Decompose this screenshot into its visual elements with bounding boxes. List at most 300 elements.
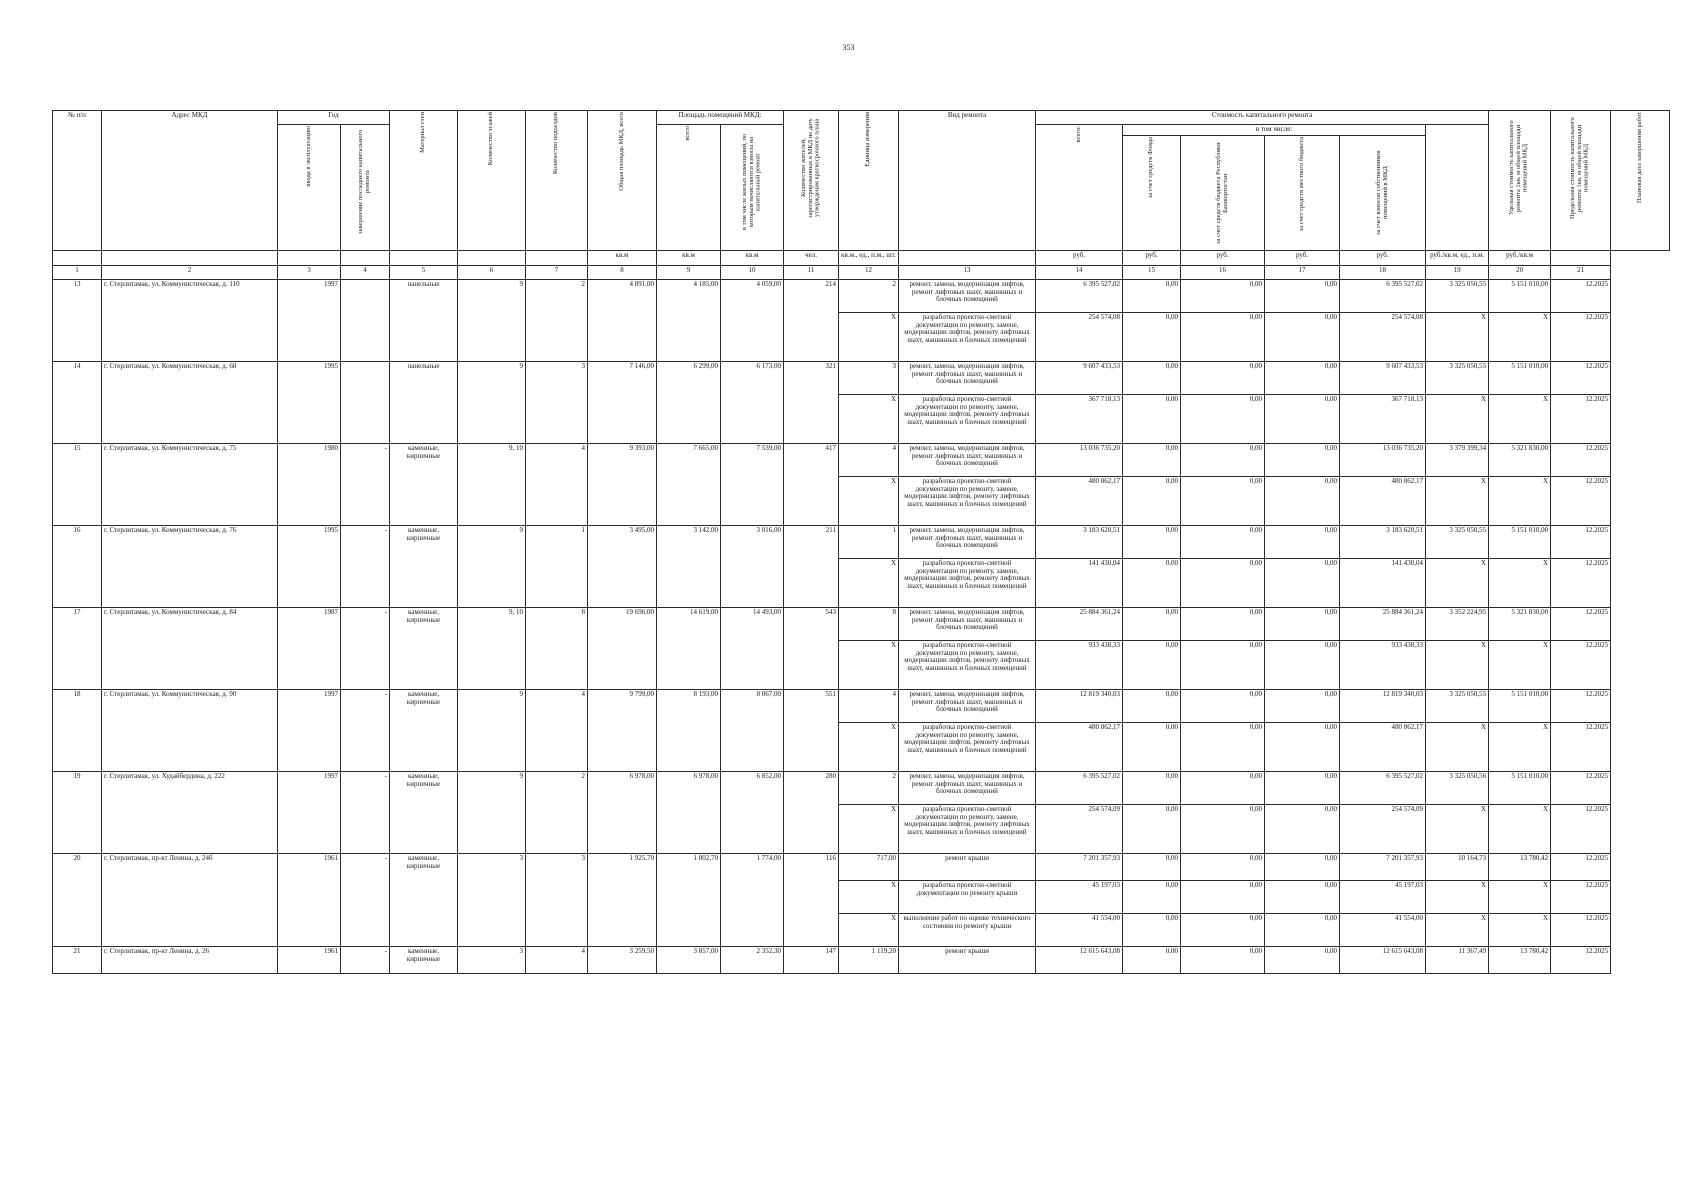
unit-cell: руб. [1123,250,1181,265]
premises-area: 3 857,00 [657,946,721,973]
cost-local: 0,00 [1265,312,1340,361]
table-header [53,111,1670,266]
column-number-row [53,265,1670,279]
header-year-last-repair: завершение последнего капитального ремонта [341,125,390,251]
work-quantity: 1 119,20 [839,946,899,973]
cost-local: 0,00 [1265,476,1340,525]
work-type: ремонт, замена, модернизация лифтов, ремонт лифтовых шахт, машинных и блочных помещений [899,771,1036,804]
column-number: 7 [526,265,588,279]
cost-local: 0,00 [1265,394,1340,443]
work-quantity: X [839,558,899,607]
residents-count: 147 [784,946,839,973]
header-premises-area-group: Площадь помещений МКД: [657,111,784,125]
cost-republic: 0,00 [1181,853,1265,880]
max-unit-cost: X [1489,722,1551,771]
column-number: 19 [1426,265,1489,279]
cost-republic: 0,00 [1181,394,1265,443]
residents-count: 417 [784,443,839,525]
planned-date: 12.2025 [1551,771,1611,804]
year-commission: 1997 [278,689,341,771]
column-number: 8 [588,265,657,279]
header-residents: Количество жителей, зарегистрированных в МКД на дату утверждения краткосрочного плана [784,111,839,251]
unit-cell: кв.м [657,250,721,265]
column-number: 6 [458,265,526,279]
table-row [53,279,1670,312]
cost-local: 0,00 [1265,913,1340,946]
cost-local: 0,00 [1265,640,1340,689]
work-type: ремонт, замена, модернизация лифтов, ремонт лифтовых шахт, машинных и блочных помещений [899,689,1036,722]
unit-cell: руб. [1340,250,1426,265]
total-area: 4 891,00 [588,279,657,361]
cost-owners: 254 574,08 [1340,312,1426,361]
cost-local: 0,00 [1265,880,1340,913]
header-year-commission: ввода в эксплуатацию [278,125,341,251]
premises-area-paying: 1 774,00 [721,853,784,946]
total-area: 9 393,00 [588,443,657,525]
planned-date: 12.2025 [1551,804,1611,853]
column-number: 9 [657,265,721,279]
unit-cell [899,250,1036,265]
floors-count: 9, 10 [458,607,526,689]
cost-owners: 6 395 527,02 [1340,279,1426,312]
column-number: 10 [721,265,784,279]
premises-area: 8 193,00 [657,689,721,771]
year-commission: 1997 [278,279,341,361]
total-area: 9 799,00 [588,689,657,771]
cost-local: 0,00 [1265,853,1340,880]
unit-cell [458,250,526,265]
cost-owners: 3 183 620,51 [1340,525,1426,558]
planned-date: 12.2025 [1551,913,1611,946]
cost-republic: 0,00 [1181,443,1265,476]
wall-material: каменные, кирпичные [390,443,458,525]
header-wall-material: Материал стен [390,111,458,251]
entrances-count: 4 [526,946,588,973]
work-quantity: X [839,476,899,525]
cost-total: 141 430,04 [1036,558,1123,607]
unit-cost: 3 379 399,34 [1426,443,1489,476]
cost-local: 0,00 [1265,279,1340,312]
header-cost-including: в том числе: [1123,125,1426,136]
capital-repair-table [52,110,1670,974]
cost-republic: 0,00 [1181,880,1265,913]
unit-cost: 3 352 224,95 [1426,607,1489,640]
planned-date: 12.2025 [1551,279,1611,312]
floors-count: 9 [458,279,526,361]
table-row [53,525,1670,558]
work-type: ремонт, замена, модернизация лифтов, ремонт лифтовых шахт, машинных и блочных помещений [899,607,1036,640]
header-premises-total: всего [657,125,721,251]
unit-cell: руб./кв.м [1489,250,1551,265]
cost-total: 254 574,09 [1036,804,1123,853]
work-type: разработка проектно-сметной документации по ремонту крыши [899,880,1036,913]
unit-cost: X [1426,804,1489,853]
max-unit-cost: 5 151 010,00 [1489,771,1551,804]
row-number: 14 [53,361,102,443]
work-type: ремонт крыши [899,853,1036,880]
cost-local: 0,00 [1265,946,1340,973]
cost-local: 0,00 [1265,443,1340,476]
cost-owners: 25 884 361,24 [1340,607,1426,640]
premises-area: 7 665,00 [657,443,721,525]
residents-count: 211 [784,525,839,607]
floors-count: 9 [458,771,526,853]
planned-date: 12.2025 [1551,476,1611,525]
entrances-count: 3 [526,361,588,443]
column-number: 18 [1340,265,1426,279]
table-row [53,443,1670,476]
unit-cell [278,250,341,265]
header-num: № п/п [53,111,102,251]
planned-date: 12.2025 [1551,946,1611,973]
cost-republic: 0,00 [1181,640,1265,689]
wall-material: каменные, кирпичные [390,853,458,946]
unit-cost: 3 325 050,55 [1426,525,1489,558]
cost-owners: 367 718,13 [1340,394,1426,443]
work-type: разработка проектно-сметной документации по ремонту, замене, модернизации лифтов, ремонту лифтовых шахт, машинных и блочных помещений [899,722,1036,771]
cost-fund: 0,00 [1123,640,1181,689]
unit-cell [53,250,102,265]
cost-owners: 933 438,33 [1340,640,1426,689]
work-quantity: X [839,880,899,913]
max-unit-cost: 5 151 010,00 [1489,689,1551,722]
column-number: 14 [1036,265,1123,279]
header-cost-local: за счет средств местного бюджета [1265,135,1340,250]
column-number: 21 [1551,265,1611,279]
year-last-repair: - [341,443,390,525]
year-last-repair: - [341,689,390,771]
cost-republic: 0,00 [1181,558,1265,607]
column-number: 4 [341,265,390,279]
table-row [53,853,1670,880]
house-address: г. Стерлитамак, ул. Худайбердина, д. 222 [102,771,278,853]
premises-area-paying: 6 173,00 [721,361,784,443]
house-address: г. Стерлитамак, пр-кт Ленина, д. 24б [102,853,278,946]
residents-count: 214 [784,279,839,361]
floors-count: 9 [458,361,526,443]
house-address: г. Стерлитамак, ул. Коммунистическая, д. 84 [102,607,278,689]
unit-cell [102,250,278,265]
work-quantity: 1 [839,525,899,558]
cost-owners: 7 201 357,93 [1340,853,1426,880]
max-unit-cost: 13 780,42 [1489,853,1551,880]
work-quantity: 4 [839,443,899,476]
entrances-count: 4 [526,689,588,771]
residents-count: 551 [784,689,839,771]
cost-total: 480 862,17 [1036,476,1123,525]
header-total-area: Общая площадь МКД, всего [588,111,657,251]
cost-local: 0,00 [1265,722,1340,771]
table-body [53,265,1670,973]
unit-cell: руб. [1181,250,1265,265]
year-last-repair: - [341,525,390,607]
cost-total: 6 395 527,02 [1036,279,1123,312]
planned-date: 12.2025 [1551,880,1611,913]
planned-date: 12.2025 [1551,640,1611,689]
header-measure-unit: Единица измерения [839,111,899,251]
cost-total: 367 718,13 [1036,394,1123,443]
cost-fund: 0,00 [1123,607,1181,640]
header-work-type: Вид ремонта [899,111,1036,251]
cost-owners: 41 554,00 [1340,913,1426,946]
unit-cost: 3 325 050,55 [1426,279,1489,312]
year-commission: 1997 [278,771,341,853]
premises-area: 14 619,00 [657,607,721,689]
table-row [53,607,1670,640]
work-type: ремонт, замена, модернизация лифтов, ремонт лифтовых шахт, машинных и блочных помещений [899,525,1036,558]
cost-fund: 0,00 [1123,525,1181,558]
cost-owners: 9 607 433,53 [1340,361,1426,394]
max-unit-cost: X [1489,558,1551,607]
year-last-repair: - [341,946,390,973]
work-type: разработка проектно-сметной документации по ремонту, замене, модернизации лифтов, ремонту лифтовых шахт, машинных и блочных помещений [899,476,1036,525]
unit-cost: X [1426,312,1489,361]
wall-material: панельные [390,279,458,361]
max-unit-cost: X [1489,394,1551,443]
cost-total: 9 607 433,53 [1036,361,1123,394]
max-unit-cost: X [1489,913,1551,946]
cost-local: 0,00 [1265,771,1340,804]
cost-republic: 0,00 [1181,689,1265,722]
work-quantity: X [839,640,899,689]
column-number: 3 [278,265,341,279]
header-max-unit-cost: Предельная стоимость капитального ремонта 1кв. м общей площади помещений МКД [1551,111,1611,251]
house-address: г. Стерлитамак, ул. Коммунистическая, д. 76 [102,525,278,607]
total-area: 7 146,00 [588,361,657,443]
cost-republic: 0,00 [1181,279,1265,312]
unit-cost: 3 325 050,55 [1426,689,1489,722]
premises-area-paying: 3 016,00 [721,525,784,607]
cost-local: 0,00 [1265,607,1340,640]
work-quantity: X [839,312,899,361]
year-last-repair: - [341,853,390,946]
wall-material: каменные, кирпичные [390,946,458,973]
table-row [53,946,1670,973]
work-quantity: X [839,913,899,946]
unit-cell [526,250,588,265]
planned-date: 12.2025 [1551,607,1611,640]
unit-cell [341,250,390,265]
floors-count: 3 [458,853,526,946]
premises-area: 6 978,00 [657,771,721,853]
entrances-count: 3 [526,853,588,946]
cost-republic: 0,00 [1181,804,1265,853]
cost-total: 6 395 527,02 [1036,771,1123,804]
floors-count: 9, 10 [458,443,526,525]
max-unit-cost: 5 321 830,00 [1489,607,1551,640]
house-address: г. Стерлитамак, ул. Коммунистическая, д. 68 [102,361,278,443]
total-area: 3 495,00 [588,525,657,607]
cost-owners: 12 819 340,03 [1340,689,1426,722]
total-area: 3 259,50 [588,946,657,973]
cost-fund: 0,00 [1123,312,1181,361]
cost-total: 12 615 643,08 [1036,946,1123,973]
total-area: 19 696,00 [588,607,657,689]
work-quantity: 4 [839,689,899,722]
row-number: 16 [53,525,102,607]
row-number: 15 [53,443,102,525]
floors-count: 9 [458,525,526,607]
header-cost-fund: за счет средств Фонда [1123,135,1181,250]
unit-cell: руб./кв.м, ед., п.м. [1426,250,1489,265]
premises-area: 3 142,00 [657,525,721,607]
row-number: 21 [53,946,102,973]
total-area: 1 925,70 [588,853,657,946]
work-type: ремонт, замена, модернизация лифтов, ремонт лифтовых шахт, машинных и блочных помещений [899,361,1036,394]
cost-fund: 0,00 [1123,771,1181,804]
premises-area-paying: 4 059,00 [721,279,784,361]
year-commission: 1980 [278,443,341,525]
cost-fund: 0,00 [1123,279,1181,312]
cost-total: 41 554,00 [1036,913,1123,946]
unit-cost: 3 325 050,55 [1426,361,1489,394]
unit-cost: 10 164,73 [1426,853,1489,880]
max-unit-cost: 5 321 830,00 [1489,443,1551,476]
wall-material: каменные, кирпичные [390,771,458,853]
cost-owners: 12 615 643,08 [1340,946,1426,973]
header-cost-group: Стоимость капитального ремонта [1036,111,1489,125]
planned-date: 12.2025 [1551,312,1611,361]
entrances-count: 8 [526,607,588,689]
planned-date: 12.2025 [1551,361,1611,394]
cost-total: 7 201 357,93 [1036,853,1123,880]
cost-fund: 0,00 [1123,946,1181,973]
cost-total: 933 438,33 [1036,640,1123,689]
wall-material: каменные, кирпичные [390,607,458,689]
unit-cost: X [1426,558,1489,607]
cost-republic: 0,00 [1181,476,1265,525]
premises-area: 6 299,00 [657,361,721,443]
work-quantity: 2 [839,279,899,312]
planned-date: 12.2025 [1551,722,1611,771]
entrances-count: 2 [526,771,588,853]
work-quantity: 717,00 [839,853,899,880]
premises-area-paying: 6 852,00 [721,771,784,853]
work-quantity: 8 [839,607,899,640]
work-type: разработка проектно-сметной документации по ремонту, замене, модернизации лифтов, ремонту лифтовых шахт, машинных и блочных помещений [899,394,1036,443]
header-premises-paying: в том числе жилых помещений, по которым начисляются взносы на капитальный ремонт [721,125,784,251]
column-number: 17 [1265,265,1340,279]
entrances-count: 4 [526,443,588,525]
planned-date: 12.2025 [1551,443,1611,476]
row-number: 19 [53,771,102,853]
cost-total: 45 197,03 [1036,880,1123,913]
planned-date: 12.2025 [1551,394,1611,443]
column-number: 11 [784,265,839,279]
residents-count: 321 [784,361,839,443]
cost-total: 12 819 340,03 [1036,689,1123,722]
max-unit-cost: X [1489,640,1551,689]
wall-material: панельные [390,361,458,443]
unit-cell [390,250,458,265]
year-commission: 1961 [278,946,341,973]
header-address: Адрес МКД [102,111,278,251]
planned-date: 12.2025 [1551,525,1611,558]
cost-republic: 0,00 [1181,913,1265,946]
work-type: ремонт, замена, модернизация лифтов, ремонт лифтовых шахт, машинных и блочных помещений [899,443,1036,476]
page-number: 353 [842,43,855,52]
cost-fund: 0,00 [1123,722,1181,771]
unit-cost: X [1426,722,1489,771]
year-last-repair [341,361,390,443]
max-unit-cost: X [1489,880,1551,913]
work-quantity: X [839,804,899,853]
unit-cost: X [1426,476,1489,525]
column-number: 5 [390,265,458,279]
unit-cost: 3 325 050,56 [1426,771,1489,804]
work-type: ремонт крыши [899,946,1036,973]
floors-count: 9 [458,689,526,771]
house-address: г. Стерлитамак, ул. Коммунистическая, д. 90 [102,689,278,771]
max-unit-cost: 13 780,42 [1489,946,1551,973]
house-address: г. Стерлитамак, пр-кт Ленина, д. 26 [102,946,278,973]
work-type: разработка проектно-сметной документации по ремонту, замене, модернизации лифтов, ремонту лифтовых шахт, машинных и блочных помещений [899,804,1036,853]
unit-cost: 11 367,49 [1426,946,1489,973]
year-last-repair [341,279,390,361]
entrances-count: 2 [526,279,588,361]
units-row [53,250,1670,265]
table-row [53,689,1670,722]
cost-owners: 480 862,17 [1340,476,1426,525]
cost-local: 0,00 [1265,525,1340,558]
header-cost-republic: за счет средств бюджета Республики Башкортостан [1181,135,1265,250]
cost-republic: 0,00 [1181,525,1265,558]
cost-fund: 0,00 [1123,558,1181,607]
house-address: г. Стерлитамак, ул. Коммунистическая, д. 110 [102,279,278,361]
cost-owners: 6 395 527,02 [1340,771,1426,804]
cost-republic: 0,00 [1181,722,1265,771]
cost-owners: 480 862,17 [1340,722,1426,771]
max-unit-cost: 5 151 010,00 [1489,361,1551,394]
header-floors: Количество этажей [458,111,526,251]
cost-local: 0,00 [1265,558,1340,607]
work-type: ремонт, замена, модернизация лифтов, ремонт лифтовых шахт, машинных и блочных помещений [899,279,1036,312]
cost-fund: 0,00 [1123,804,1181,853]
premises-area: 4 185,00 [657,279,721,361]
column-number: 13 [899,265,1036,279]
unit-cell [1551,250,1611,265]
work-quantity: X [839,394,899,443]
column-number: 15 [1123,265,1181,279]
column-number: 1 [53,265,102,279]
max-unit-cost: 5 151 010,00 [1489,525,1551,558]
unit-cell: чел. [784,250,839,265]
cost-local: 0,00 [1265,804,1340,853]
cost-republic: 0,00 [1181,312,1265,361]
cost-republic: 0,00 [1181,946,1265,973]
cost-republic: 0,00 [1181,771,1265,804]
wall-material: каменные, кирпичные [390,525,458,607]
cost-fund: 0,00 [1123,689,1181,722]
work-quantity: 3 [839,361,899,394]
table-row [53,361,1670,394]
year-last-repair: - [341,771,390,853]
unit-cell: руб. [1265,250,1340,265]
header-planned-date: Плановая дата завершения работ [1611,111,1670,251]
column-number: 12 [839,265,899,279]
cost-fund: 0,00 [1123,913,1181,946]
cost-fund: 0,00 [1123,443,1181,476]
wall-material: каменные, кирпичные [390,689,458,771]
cost-fund: 0,00 [1123,880,1181,913]
year-commission: 1995 [278,525,341,607]
header-cost-total: всего: [1036,125,1123,251]
cost-republic: 0,00 [1181,361,1265,394]
header-unit-cost: Удельная стоимость капитального ремонта 1кв. м общей площади помещений МКД [1489,111,1551,251]
cost-owners: 254 574,09 [1340,804,1426,853]
unit-cost: X [1426,394,1489,443]
cost-total: 480 862,17 [1036,722,1123,771]
